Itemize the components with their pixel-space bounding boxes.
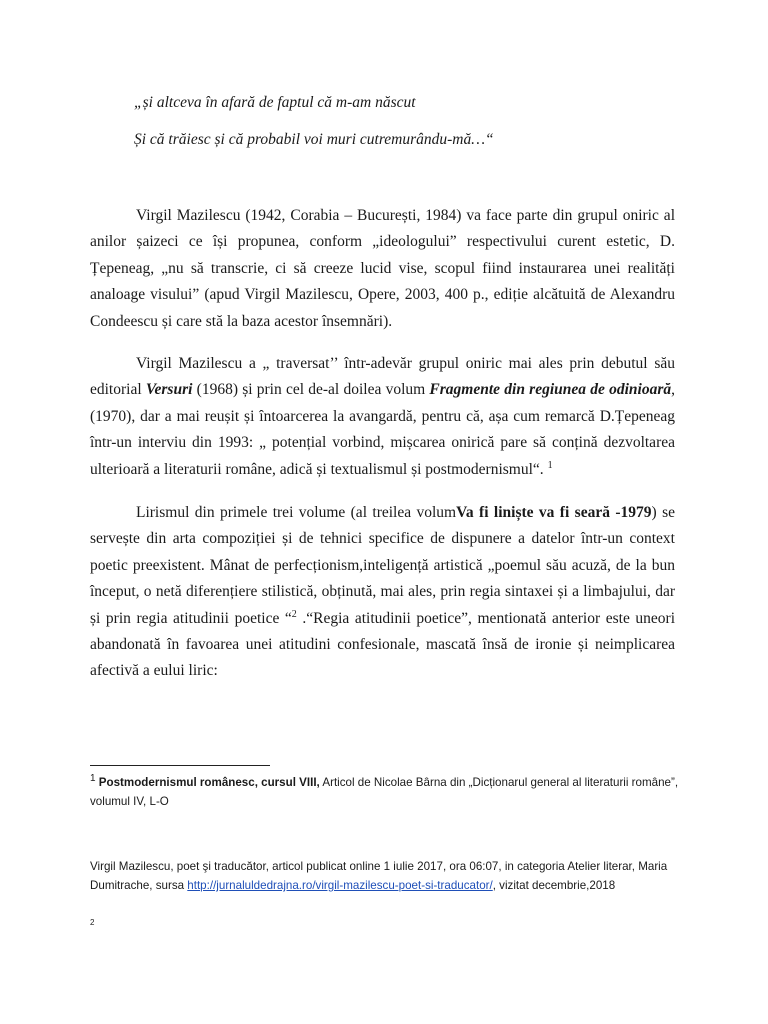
footnote-2 bbox=[90, 857, 690, 895]
footnote-1 bbox=[90, 773, 690, 811]
epigraph-line-1: „și altceva în afară de faptul că m-am născut bbox=[134, 94, 416, 111]
epigraph-line-2: Și că trăiesc și că probabil voi muri cutremurându-mă…“ bbox=[134, 131, 494, 148]
paragraph-3-text-a: Lirismul din primele trei volume (al treilea volum bbox=[136, 504, 457, 521]
book-title-fragmente: Fragmente din regiunea de odinioară bbox=[429, 381, 672, 399]
paragraph-2-text-c: , (1970), dar a mai reușit și întoarcerea la avangardă, pentru că, așa cum remarcă D.Țepeneag într-un interviu din 1993: „ potențial vorbind, mișcarea onirică pare să conțină dezvoltarea ulterioară a literaturii române, adică și textualismul și postmodernismul“. bbox=[90, 381, 675, 478]
footnote-2-text-b: , vizitat decembrie,2018 bbox=[492, 879, 616, 892]
paragraph-2-text-a: Virgil Mazilescu a „ traversat’’ într-adevăr grupul oniric mai ales prin debutul său editorial bbox=[90, 355, 675, 399]
footnote-ref-1[interactable]: 1 bbox=[547, 459, 553, 471]
paragraph-1-text: Virgil Mazilescu (1942, Corabia – București, 1984) va face parte din grupul oniric al anilor șaizeci ce își propunea, conform „ideologului” respectivului curent estetic, D. Țepeneag, „nu să transcrie, ci să creeze lucid vise, scopul fiind instaurarea unei realități analoage visului” (apud Virgil Mazilescu, Opere, 2003, 400 p., ediție alcătuită de Alexandru Condeescu și care stă la baza acestor însemnări). bbox=[90, 207, 675, 330]
book-title-versuri: Versuri bbox=[145, 381, 193, 399]
footnote-1-marker: 1 bbox=[90, 773, 96, 785]
footnote-ref-2[interactable]: 2 bbox=[291, 608, 297, 620]
paragraph-3-text-b: ) se servește din arta compoziției și de tehnici specifice de dispunere a datelor într-un context poetic preexistent. Mânat de perfecționism,inteligență artistică „poemul său acuză, de la bun început, o netă diferențiere stilistică, obținută, mai ales, prin regia sintaxei și a limbajului, dar și prin regia atitudinii poetice “ bbox=[90, 504, 675, 627]
paragraph-2-text-b: (1968) și prin cel de-al doilea volum bbox=[192, 381, 430, 399]
paragraph-3-text-c: .“Regia atitudinii poetice”, mentionată anterior este uneori abandonată în favoarea unei atitudini confesionale, mascată însă de ironie și neimplicarea afectivă a eului liric: bbox=[90, 609, 676, 680]
source-link[interactable]: http://jurnaluldedrajna.ro/virgil-mazilescu-poet-si-traducator/ bbox=[187, 879, 493, 892]
footnote-2-marker: 2 bbox=[90, 918, 95, 927]
footnote-2-text-a: Virgil Mazilescu, poet şi traducător, articol publicat online 1 iulie 2017, ora 06:07, in categoria Atelier literar, Maria Dumitrache, sursa bbox=[90, 860, 668, 892]
footnote-1-text: Articol de Nicolae Bârna din „Dicționarul general al literaturii române”, volumul IV, L-O bbox=[90, 776, 679, 808]
paragraph-3 bbox=[90, 500, 675, 685]
paragraph-2 bbox=[90, 351, 675, 483]
book-title-va-fi-liniste: Va fi liniște va fi seară -1979 bbox=[456, 504, 652, 521]
paragraph-1 bbox=[90, 203, 675, 335]
footnote-separator bbox=[90, 765, 270, 766]
footnote-1-title: Postmodernismul românesc, cursul VIII, bbox=[95, 776, 320, 789]
